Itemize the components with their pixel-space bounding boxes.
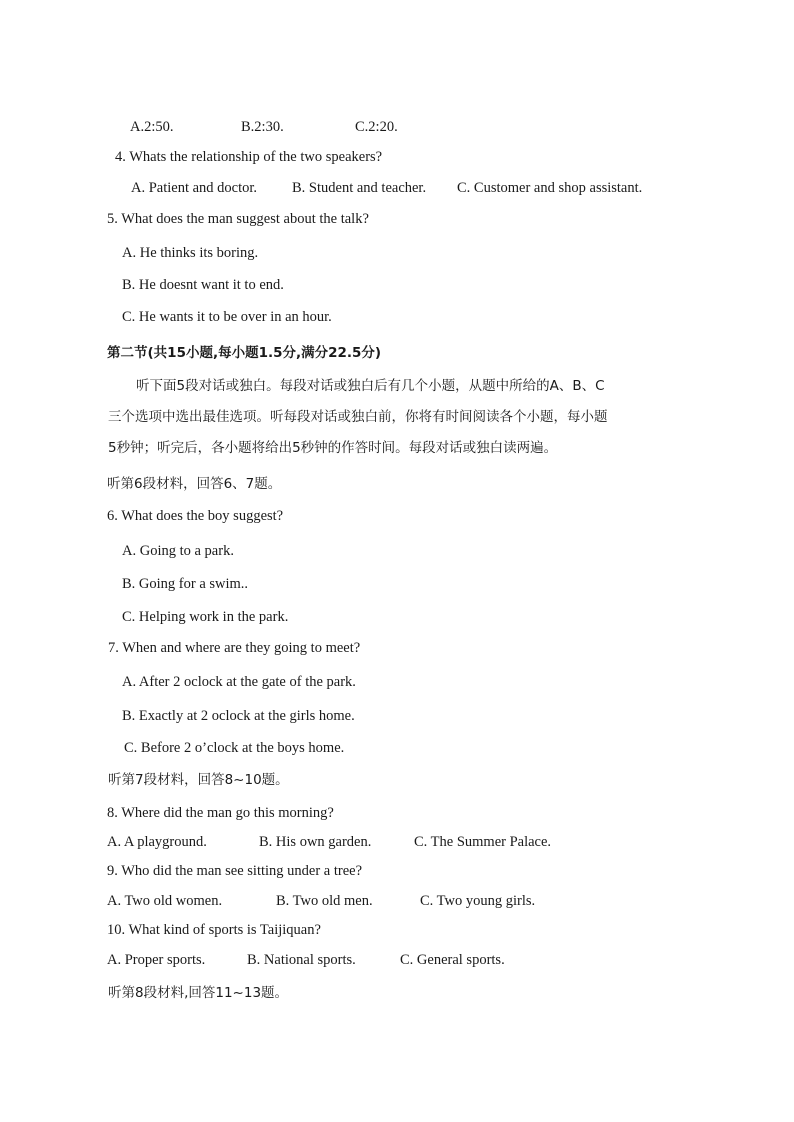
section2-instruction-line-2: 三个选项中选出最佳选项。听每段对话或独白前，你将有时间阅读各个小题，每小题 <box>108 409 608 425</box>
q6-option-a: A. Going to a park. <box>122 543 234 559</box>
material-6-instruction: 听第6段材料，回答6、7题。 <box>107 476 282 492</box>
q4-option-c: C. Customer and shop assistant. <box>457 180 643 196</box>
q4-option-a: A. Patient and doctor. <box>131 180 258 196</box>
q6-option-c: C. Helping work in the park. <box>122 609 289 625</box>
q8-option-a: A. A playground. <box>107 834 207 850</box>
q6-question: 6. What does the boy suggest? <box>107 508 284 524</box>
q3-option-a: A.2:50. <box>130 119 174 135</box>
section2-instruction-line-1: 听下面5段对话或独白。每段对话或独白后有几个小题，从题中所给的A、B、C <box>136 378 605 394</box>
q5-question: 5. What does the man suggest about the talk? <box>107 211 369 227</box>
q9-option-a: A. Two old women. <box>107 893 223 909</box>
material-7-instruction: 听第7段材料，回答8~10题。 <box>108 772 289 788</box>
q7-option-a: A. After 2 oclock at the gate of the park. <box>122 674 356 690</box>
q10-question: 10. What kind of sports is Taijiquan? <box>107 922 321 938</box>
q8-option-b: B. His own garden. <box>259 834 372 850</box>
q9-option-b: B. Two old men. <box>276 893 373 909</box>
material-8-instruction: 听第8段材料,回答11~13题。 <box>108 985 289 1001</box>
q7-question: 7. When and where are they going to meet? <box>108 640 361 656</box>
section2-instruction-line-3: 5秒钟；听完后，各小题将给出5秒钟的作答时间。每段对话或独白读两遍。 <box>108 440 558 456</box>
q5-option-b: B. He doesnt want it to end. <box>122 277 284 293</box>
q9-option-c: C. Two young girls. <box>420 893 536 909</box>
q8-question: 8. Where did the man go this morning? <box>107 805 334 821</box>
q8-option-c: C. The Summer Palace. <box>414 834 552 850</box>
q7-option-c: C. Before 2 o’clock at the boys home. <box>124 740 345 756</box>
q4-question: 4. Whats the relationship of the two speakers? <box>115 149 383 165</box>
q10-option-a: A. Proper sports. <box>107 952 206 968</box>
q10-option-c: C. General sports. <box>400 952 505 968</box>
q9-question: 9. Who did the man see sitting under a tree? <box>107 863 363 879</box>
q5-option-a: A. He thinks its boring. <box>122 245 259 261</box>
q7-option-b: B. Exactly at 2 oclock at the girls home. <box>122 708 355 724</box>
section2-heading: 第二节(共15小题,每小题1.5分,满分22.5分) <box>107 345 382 361</box>
q6-option-b: B. Going for a swim.. <box>122 576 249 592</box>
q10-option-b: B. National sports. <box>247 952 356 968</box>
q3-option-c: C.2:20. <box>355 119 398 135</box>
q3-option-b: B.2:30. <box>241 119 284 135</box>
q4-option-b: B. Student and teacher. <box>292 180 427 196</box>
q5-option-c: C. He wants it to be over in an hour. <box>122 309 332 325</box>
